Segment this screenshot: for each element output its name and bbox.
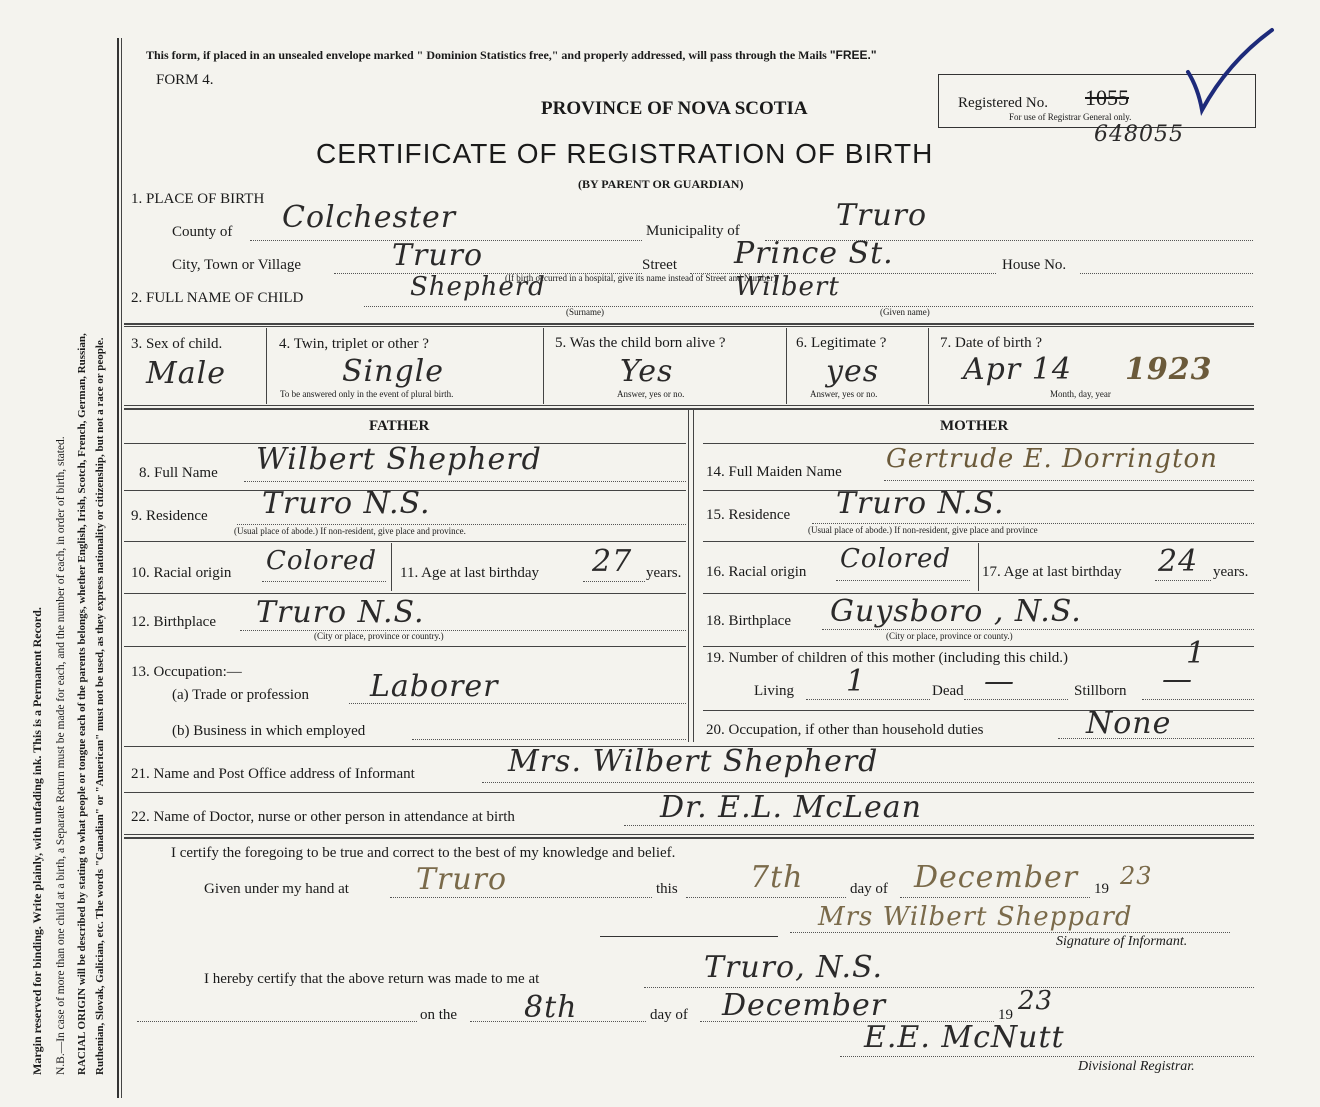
- margin-note-racial: RACIAL ORIGIN will be described by stating to what people or tongue each of the parents belongs, whether English, Irish, Scotch, French, German, Russian,: [76, 333, 88, 1075]
- on-value: 8th: [524, 990, 578, 1025]
- mother-birthplace-value: Guysboro , N.S.: [830, 594, 1082, 629]
- certificate-title: CERTIFICATE OF REGISTRATION OF BIRTH: [316, 138, 934, 169]
- stillborn-label: Stillborn: [1074, 683, 1127, 699]
- informant-signature: Mrs Wilbert Sheppard: [818, 902, 1133, 932]
- informant-signature-label: Signature of Informant.: [1056, 934, 1188, 949]
- father-name-label: 8. Full Name: [139, 465, 218, 481]
- margin-note-binding: Margin reserved for binding. Write plainly, with unfading ink. This is a Permanent Record.: [30, 607, 44, 1075]
- on-label: on the: [420, 1007, 458, 1023]
- sex-value: Male: [146, 356, 226, 391]
- father-heading: FATHER: [369, 418, 430, 434]
- father-name-value: Wilbert Shepherd: [256, 442, 542, 477]
- place-heading: 1. PLACE OF BIRTH: [131, 191, 265, 207]
- hospital-note: (If birth occurred in a hospital, give its name instead of Street and Number): [505, 273, 777, 283]
- binding-rule: [117, 38, 119, 1098]
- dead-value: —: [984, 664, 1015, 699]
- mother-occupation-label: 20. Occupation, if other than household duties: [706, 722, 984, 738]
- father-age-value: 27: [592, 544, 633, 579]
- mother-residence-value: Truro N.S.: [836, 486, 1005, 521]
- binding-rule-inner: [121, 38, 122, 1098]
- county-value: Colchester: [282, 200, 457, 235]
- year2-value: 23: [1018, 986, 1054, 1016]
- this-label: this: [656, 881, 678, 897]
- children-value: 1: [1186, 636, 1207, 671]
- stillborn-value: —: [1162, 662, 1193, 697]
- given-label: Given under my hand at: [204, 881, 349, 897]
- mother-birthplace-note: (City or place, province or county.): [886, 631, 1013, 641]
- mother-heading: MOTHER: [940, 418, 1009, 434]
- checkmark-icon: [1180, 26, 1280, 116]
- mother-occupation-value: None: [1086, 706, 1172, 741]
- father-age-label: 11. Age at last birthday: [400, 565, 539, 581]
- postal-note: This form, if placed in an unsealed envelope marked " Dominion Statistics free," and properly addressed, will pass through the Mails "FREE.": [146, 48, 877, 62]
- alive-label: 5. Was the child born alive ?: [555, 335, 726, 351]
- father-residence-note: (Usual place of abode.) If non-resident, give place and province.: [234, 526, 466, 536]
- children-label: 19. Number of children of this mother (including this child.): [706, 650, 1069, 666]
- day2-value: December: [722, 988, 887, 1023]
- father-birthplace-label: 12. Birthplace: [131, 614, 216, 630]
- twin-note: To be answered only in the event of plural birth.: [280, 389, 454, 399]
- twin-value: Single: [342, 354, 445, 389]
- registrar-note: For use of Registrar General only.: [1009, 112, 1132, 122]
- registered-label: Registered No.: [958, 95, 1048, 111]
- return-label: I hereby certify that the above return was made to me at: [204, 971, 540, 987]
- province-heading: PROVINCE OF NOVA SCOTIA: [541, 98, 808, 119]
- certify-statement: I certify the foregoing to be true and correct to the best of my knowledge and belief.: [171, 845, 676, 861]
- mother-birthplace-label: 18. Birthplace: [706, 613, 791, 629]
- legitimate-note: Answer, yes or no.: [810, 389, 878, 399]
- father-birthplace-value: Truro N.S.: [256, 595, 425, 630]
- day-value: December: [914, 860, 1079, 895]
- this-value: 7th: [750, 860, 804, 895]
- twin-label: 4. Twin, triplet or other ?: [279, 336, 429, 352]
- registered-number: 1055: [1085, 85, 1129, 110]
- dob-label: 7. Date of birth ?: [940, 335, 1043, 351]
- city-label: City, Town or Village: [172, 257, 302, 273]
- mother-race-label: 16. Racial origin: [706, 564, 807, 580]
- sex-label: 3. Sex of child.: [131, 336, 223, 352]
- county-label: County of: [172, 224, 233, 240]
- year2-prefix: 19: [998, 1007, 1013, 1023]
- city-value: Truro: [392, 238, 484, 273]
- mother-residence-note: (Usual place of abode.) If non-resident, give place and province: [808, 525, 1038, 535]
- father-race-value: Colored: [266, 546, 377, 576]
- child-surname-value: Shepherd: [410, 272, 546, 302]
- alive-note: Answer, yes or no.: [617, 389, 685, 399]
- municipality-value: Truro: [836, 198, 928, 233]
- father-residence-label: 9. Residence: [131, 508, 208, 524]
- mother-race-value: Colored: [840, 544, 951, 574]
- mother-age-label: 17. Age at last birthday: [982, 564, 1122, 580]
- child-name-label: 2. FULL NAME OF CHILD: [131, 290, 304, 306]
- business-label: (b) Business in which employed: [172, 723, 366, 739]
- certificate-subtitle: (BY PARENT OR GUARDIAN): [578, 177, 744, 191]
- street-label: Street: [642, 257, 677, 273]
- father-birthplace-note: (City or place, province or country.): [314, 631, 444, 641]
- registrar-signature: E.E. McNutt: [864, 1020, 1065, 1055]
- dob-value: Apr 14: [963, 352, 1072, 387]
- day-label: day of: [850, 881, 888, 897]
- father-age-unit: years.: [646, 565, 682, 581]
- margin-note-racial-2: Ruthenian, Slovak, Galician, etc. The words "Canadian" or "American" must not be used, as they express nationality or citizenship, but not a race or people.: [94, 337, 106, 1075]
- father-residence-value: Truro N.S.: [262, 486, 431, 521]
- house-label: House No.: [1002, 257, 1067, 273]
- mother-name-label: 14. Full Maiden Name: [706, 464, 842, 480]
- surname-label: (Surname): [566, 307, 604, 317]
- margin-note-nb: N.B.—In case of more than one child at a birth, a Separate Return must be made for each, and the number of each, in order of birth, stated.: [55, 436, 67, 1075]
- return-place: Truro, N.S.: [704, 950, 884, 985]
- municipality-label: Municipality of: [646, 223, 740, 239]
- mother-age-unit: years.: [1213, 564, 1249, 580]
- day2-label: day of: [650, 1007, 688, 1023]
- form-number: FORM 4.: [156, 72, 214, 88]
- dead-label: Dead: [932, 683, 964, 699]
- street-value: Prince St.: [734, 236, 894, 271]
- trade-value: Laborer: [370, 669, 499, 704]
- legitimate-value: yes: [826, 354, 880, 389]
- father-race-label: 10. Racial origin: [131, 565, 232, 581]
- living-value: 1: [846, 664, 867, 699]
- mother-age-value: 24: [1158, 544, 1199, 579]
- registrar-label: Divisional Registrar.: [1078, 1059, 1195, 1074]
- informant-value: Mrs. Wilbert Shepherd: [508, 744, 879, 779]
- alive-value: Yes: [620, 354, 674, 389]
- doctor-label: 22. Name of Doctor, nurse or other person in attendance at birth: [131, 809, 515, 825]
- doctor-value: Dr. E.L. McLean: [660, 790, 923, 825]
- father-occupation-label: 13. Occupation:—: [131, 664, 242, 680]
- year-prefix: 19: [1094, 881, 1109, 897]
- dob-note: Month, day, year: [1050, 389, 1111, 399]
- stamp-number: 648055: [1094, 122, 1184, 147]
- child-given-value: Wilbert: [735, 272, 840, 302]
- year-value: 23: [1120, 862, 1153, 890]
- mother-name-value: Gertrude E. Dorrington: [886, 444, 1218, 474]
- dob-year: 1923: [1125, 352, 1213, 387]
- given-place: Truro: [416, 862, 508, 897]
- living-label: Living: [754, 683, 794, 699]
- given-name-label: (Given name): [880, 307, 930, 317]
- mother-residence-label: 15. Residence: [706, 507, 791, 523]
- informant-label: 21. Name and Post Office address of Informant: [131, 766, 415, 782]
- legitimate-label: 6. Legitimate ?: [796, 335, 887, 351]
- trade-label: (a) Trade or profession: [172, 687, 310, 703]
